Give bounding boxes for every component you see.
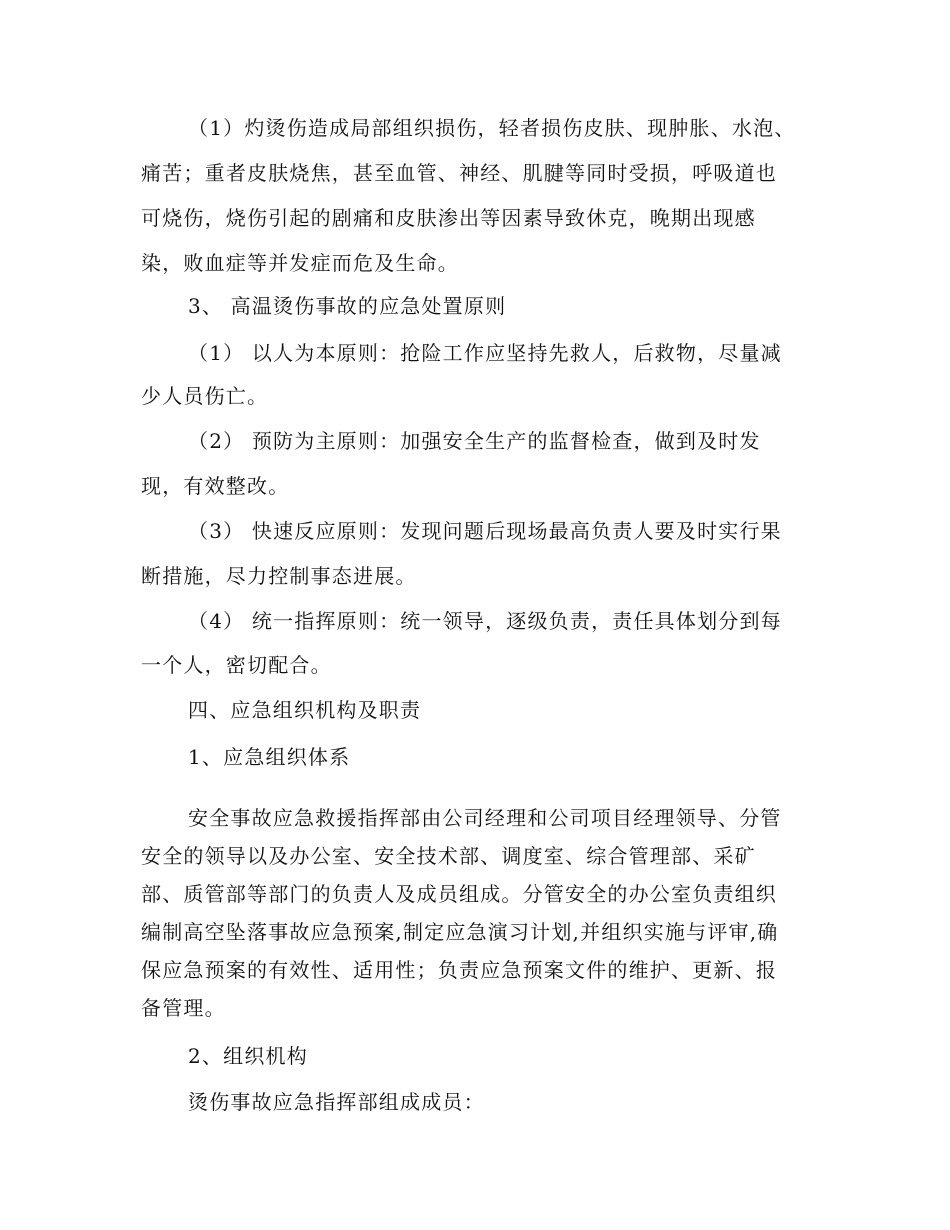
paragraph-line: 断措施，尽力控制事态进展。: [141, 564, 417, 588]
paragraph-line: 可烧伤，烧伤引起的剧痛和皮肤渗出等因素导致休克，晚期出现感: [141, 206, 756, 230]
section-heading: 3、 高温烫伤事故的应急处置原则: [188, 294, 507, 318]
paragraph-line: （1）灼烫伤造成局部组织损伤，轻者损伤皮肤、现肿胀、水泡、: [188, 116, 796, 140]
paragraph-line: （4） 统一指挥原则：统一领导，逐级负责，责任具体划分到每: [188, 609, 782, 633]
paragraph-line: 烫伤事故应急指挥部组成成员：: [188, 1090, 485, 1114]
section-heading: 四、应急组织机构及职责: [188, 698, 422, 722]
paragraph-line: 现，有效整改。: [141, 474, 290, 498]
paragraph-line: 安全的领导以及办公室、安全技术部、调度室、综合管理部、采矿: [141, 844, 756, 868]
paragraph-line: 少人员伤亡。: [141, 384, 269, 408]
paragraph-line: 编制高空坠落事故应急预案,制定应急演习计划,并组织实施与评审,确: [141, 920, 779, 944]
paragraph-line: 部、质管部等部门的负责人及成员组成。分管安全的办公室负责组织: [141, 882, 777, 906]
paragraph-line: 一个人，密切配合。: [141, 653, 332, 677]
paragraph-line: 备管理。: [141, 996, 226, 1020]
subsection-heading: 1、应急组织体系: [188, 745, 351, 769]
paragraph-line: 保应急预案的有效性、适用性；负责应急预案文件的维护、更新、报: [141, 958, 777, 982]
paragraph-line: 安全事故应急救援指挥部由公司经理和公司项目经理领导、分管: [188, 806, 782, 830]
paragraph-line: （3） 快速反应原则：发现问题后现场最高负责人要及时实行果: [188, 519, 782, 543]
paragraph-line: 染，败血症等并发症而危及生命。: [141, 251, 459, 275]
paragraph-line: （1） 以人为本原则：抢险工作应坚持先救人，后救物，尽量减: [188, 341, 782, 365]
paragraph-line: （2） 预防为主原则：加强安全生产的监督检查，做到及时发: [188, 429, 761, 453]
subsection-heading: 2、组织机构: [188, 1044, 308, 1068]
paragraph-line: 痛苦；重者皮肤烧焦，甚至血管、神经、肌腱等同时受损，呼吸道也: [141, 161, 777, 185]
